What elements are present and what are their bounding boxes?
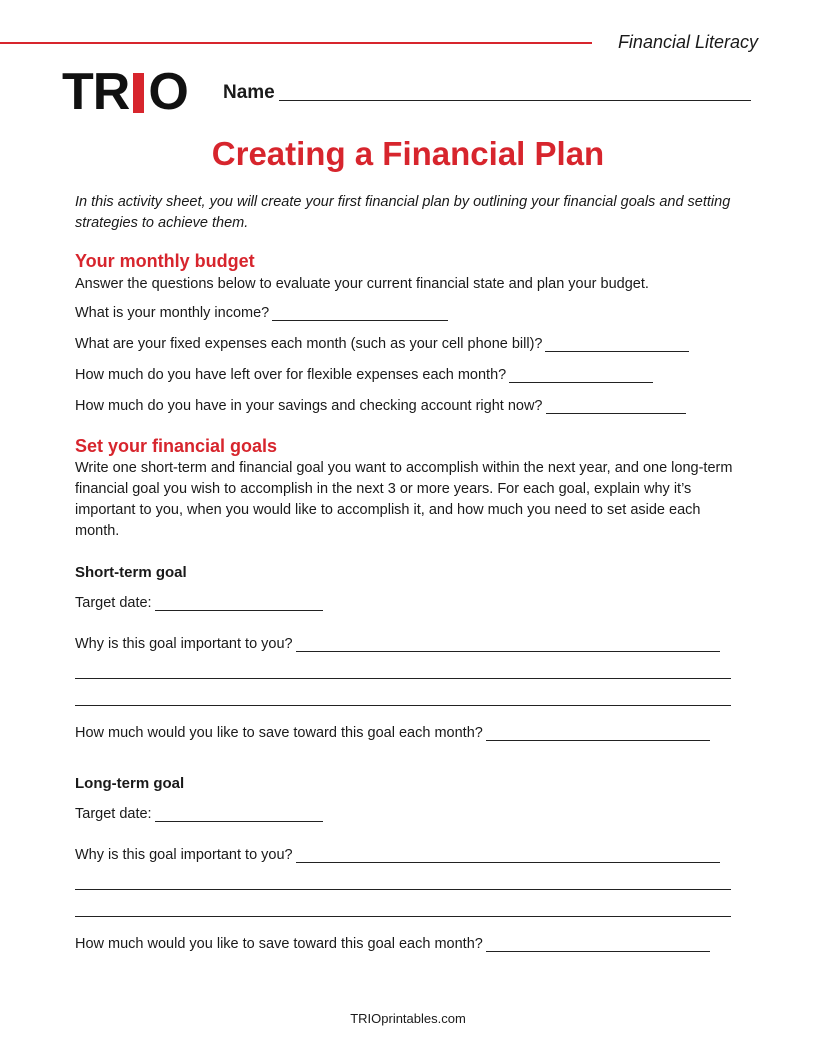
long-term-why-line-2[interactable] [75, 889, 731, 890]
short-term-why-line-2[interactable] [75, 678, 731, 679]
short-term-why-line-3[interactable] [75, 705, 731, 706]
budget-question-savings [75, 398, 686, 414]
budget-question-flexible-expenses [75, 367, 653, 383]
category-label: Financial Literacy [617, 32, 758, 52]
name-label: Name [223, 82, 275, 103]
goals-heading: Set your financial goals [75, 436, 278, 456]
logo-red-bar [133, 73, 144, 113]
question-label: What are your fixed expenses each month (such as your cell phone bill)? [75, 336, 543, 352]
target-date-line[interactable] [155, 596, 323, 611]
long-term-monthly-saving [75, 936, 710, 952]
target-date-label: Target date: [75, 595, 152, 611]
answer-line[interactable] [509, 368, 653, 383]
question-label: How much do you have in your savings and checking account right now? [75, 398, 543, 414]
goals-instructions: Write one short-term and financial goal you want to accomplish within the next year, and one long-term financial goal you wish to accomplish in the next 3 or more years. For each goal, explain why it’s important to you, when you would like to accomplish it, and how much you need to set aside each month. [75, 460, 733, 539]
target-date-label: Target date: [75, 806, 152, 822]
why-label: Why is this goal important to you? [75, 847, 293, 863]
save-label: How much would you like to save toward this goal each month? [75, 936, 483, 952]
budget-instructions: Answer the questions below to evaluate your current financial state and plan your budget. [75, 276, 649, 292]
save-answer-line[interactable] [486, 726, 710, 741]
answer-line[interactable] [546, 399, 686, 414]
why-label: Why is this goal important to you? [75, 636, 293, 652]
name-input-line[interactable] [279, 100, 751, 101]
save-answer-line[interactable] [486, 937, 710, 952]
question-label: How much do you have left over for flexible expenses each month? [75, 367, 507, 383]
logo-letter-r: R [92, 63, 130, 121]
target-date-line[interactable] [155, 807, 323, 822]
logo-letter-o: O [148, 63, 188, 121]
save-label: How much would you like to save toward this goal each month? [75, 725, 483, 741]
why-answer-line[interactable] [296, 848, 720, 863]
budget-question-income [75, 305, 448, 321]
long-term-target-date [75, 806, 323, 822]
why-answer-line[interactable] [296, 637, 720, 652]
intro-text: In this activity sheet, you will create your first financial plan by outlining your financial goals and setting strategies to achieve them. [75, 194, 731, 231]
long-term-goal-heading: Long-term goal [75, 775, 185, 792]
answer-line[interactable] [272, 306, 448, 321]
header-rule [0, 42, 592, 44]
short-term-why [75, 636, 720, 652]
long-term-why-line-3[interactable] [75, 916, 731, 917]
budget-heading: Your monthly budget [75, 251, 255, 271]
page-title: Creating a Financial Plan [211, 135, 605, 172]
answer-line[interactable] [545, 337, 689, 352]
logo-letter-t: T [62, 63, 93, 121]
short-term-monthly-saving [75, 725, 710, 741]
budget-question-fixed-expenses [75, 336, 689, 352]
short-term-target-date [75, 595, 323, 611]
trio-logo [62, 63, 188, 121]
question-label: What is your monthly income? [75, 305, 270, 321]
long-term-why [75, 847, 720, 863]
footer-website[interactable]: TRIOprintables.com [350, 1011, 466, 1026]
short-term-goal-heading: Short-term goal [75, 564, 187, 581]
